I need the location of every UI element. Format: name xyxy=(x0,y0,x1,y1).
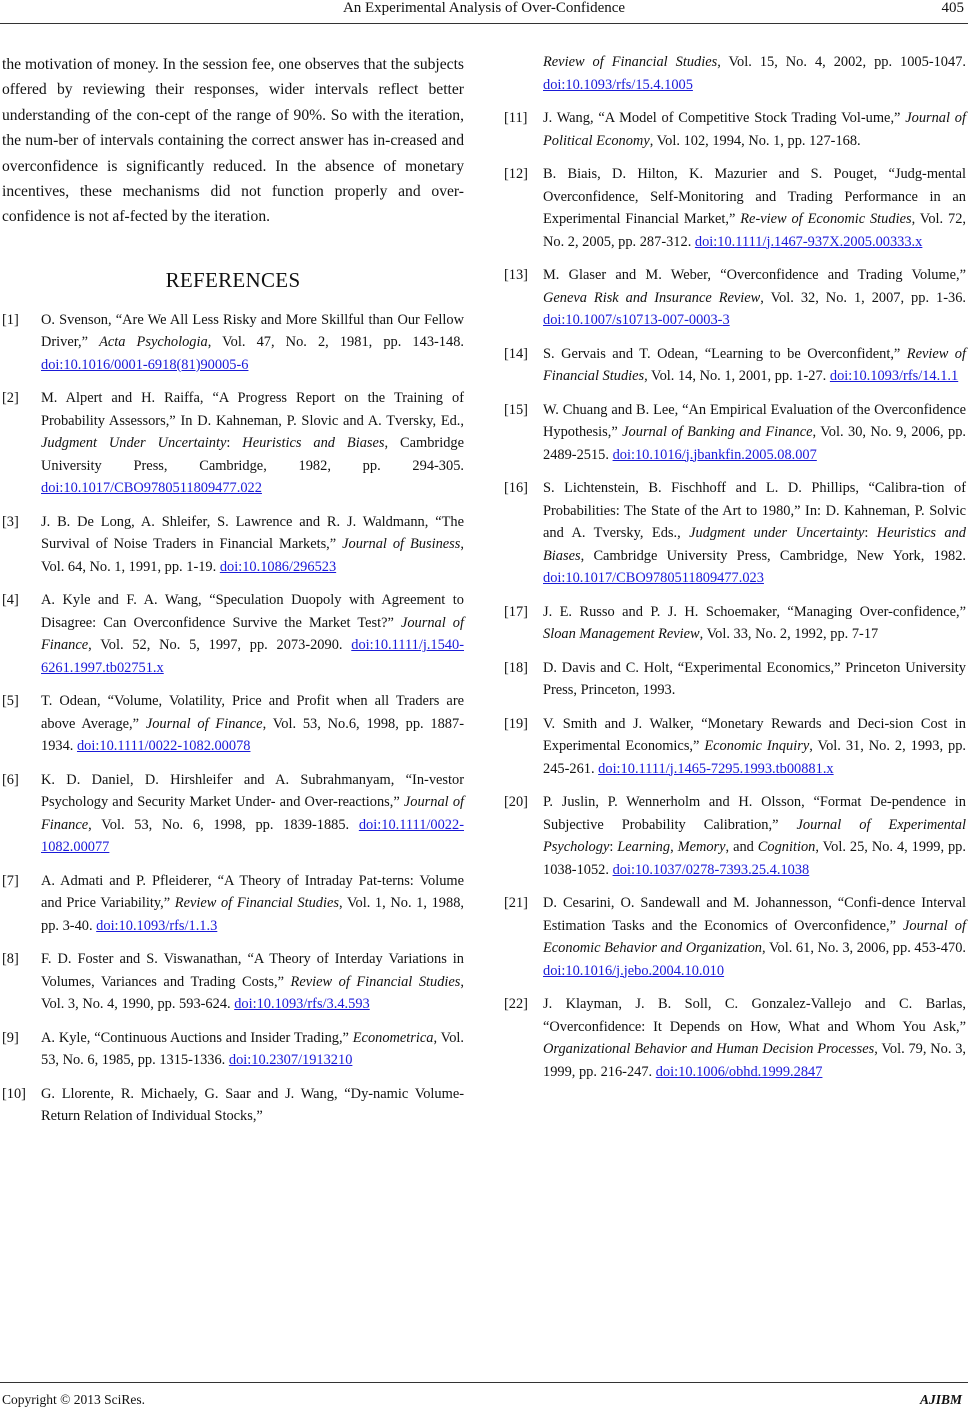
reference-number: [11] xyxy=(504,110,528,126)
reference-text: , Vol. 25, No. 4, 1999, pp. 1038-1052. xyxy=(543,839,966,878)
footer-rule xyxy=(0,1382,968,1383)
reference-text: D. Davis and C. Holt, “Experimental Economics,” Princeton University Press, Princeton, 1993. xyxy=(543,659,966,698)
header-rule xyxy=(0,23,968,24)
doi-link[interactable]: doi:10.1017/CBO9780511809477.022 xyxy=(41,480,262,497)
reference-number: [14] xyxy=(504,345,528,362)
reference-number: [22] xyxy=(504,996,528,1012)
reference-item xyxy=(2,589,464,679)
references-list-right xyxy=(504,51,966,1083)
reference-text: A. Kyle and F. A. Wang, “Speculation Duopoly with Agreement to Disagree: Can Overconfidence Survive the Market Test?” xyxy=(41,592,464,631)
reference-italic-text: Cognition xyxy=(757,839,816,855)
reference-text: M. Glaser and M. Weber, “Overconfidence and Trading Volume,” xyxy=(543,267,966,283)
reference-text: , Vol. 1, No. 1, 1988, pp. 3-40. xyxy=(41,895,464,934)
reference-italic-text: Judgment under Uncertainty xyxy=(689,525,865,541)
doi-link[interactable]: doi:10.1037/0278-7393.25.4.1038 xyxy=(612,861,810,878)
reference-text: , Vol. 64, No. 1, 1991, pp. 1-19. xyxy=(41,536,464,575)
reference-text: J. Klayman, J. B. Soll, C. Gonzalez-Vallejo and C. Barlas, “Overconfidence: It Depends on How, What and Whom You Ask,” xyxy=(543,996,966,1035)
reference-italic-text: Memory xyxy=(677,839,726,855)
reference-number: [8] xyxy=(2,951,19,968)
doi-link[interactable]: doi:10.1111/0022-1082.00078 xyxy=(76,738,251,755)
reference-italic-text: Economic Inquiry xyxy=(704,738,810,754)
doi-link[interactable]: doi:10.1093/rfs/14.1.1 xyxy=(829,368,959,384)
reference-text: , Vol. 61, No. 3, 2006, pp. 453-470. xyxy=(762,940,966,956)
reference-item xyxy=(2,870,464,938)
reference-italic-text: Heuristics and Biases xyxy=(543,525,966,564)
reference-italic-text: Journal of Experimental Psychology xyxy=(543,816,966,855)
reference-italic-text: Review of Financial Studies xyxy=(174,895,339,912)
reference-number: [17] xyxy=(504,603,528,620)
reference-item xyxy=(504,993,966,1083)
reference-text: O. Svenson, “Are We All Less Risky and More Skillful than Our Fellow Driver,” xyxy=(41,311,464,351)
reference-text: , xyxy=(670,839,678,855)
reference-text: , Vol. 53, No. 6, 1985, pp. 1315-1336. xyxy=(41,1029,464,1069)
reference-text: A. Admati and P. Pfleiderer, “A Theory of Intraday Pat-terns: Volume and Price Variability,” xyxy=(41,872,464,912)
reference-item xyxy=(2,690,464,758)
reference-item xyxy=(504,107,966,152)
reference-italic-text: Judgment Under Uncertainty xyxy=(41,435,227,452)
reference-number: [18] xyxy=(504,659,528,676)
reference-text: J. Wang, “A Model of Competitive Stock Trading Vol-ume,” xyxy=(543,110,906,126)
reference-number: [6] xyxy=(2,771,19,788)
reference-item xyxy=(2,387,464,500)
journal-abbreviation: AJIBM xyxy=(919,1392,962,1407)
reference-item xyxy=(2,769,464,859)
reference-number: [4] xyxy=(2,592,19,609)
reference-number: [21] xyxy=(504,895,528,911)
reference-number: [13] xyxy=(504,267,528,283)
reference-italic-text: Journal of Finance xyxy=(145,715,263,732)
reference-item xyxy=(2,948,464,1016)
reference-text: , Vol. 47, No. 2, 1981, pp. 143-148. xyxy=(207,334,464,351)
right-column xyxy=(504,51,966,1094)
page-header xyxy=(0,0,968,22)
reference-italic-text: Journal of Business xyxy=(342,536,461,553)
reference-text: S. Lichtenstein, B. Fischhoff and L. D. Phillips, “Calibra-tion of Probabilities: The State of the Art to 1980,” In: D. Kahneman, P. Solvic and A. Tversky, Eds., xyxy=(543,480,966,541)
doi-link[interactable]: doi:10.2307/1913210 xyxy=(228,1052,353,1069)
reference-item xyxy=(2,1083,464,1128)
reference-item xyxy=(504,791,966,881)
reference-text: J. E. Russo and P. J. H. Schoemaker, “Managing Over-confidence,” xyxy=(543,603,966,620)
reference-italic-text: Review of Financial Studies xyxy=(543,345,966,384)
body-paragraph: the motivation of money. In the session fee, one observes that the subjects offered by reviewing their responses, wider intervals reflect better understanding of the con-cept of the range of 90%. So with the iteration, the num-ber of intervals containing the correct answer has in-creased and overconfidence is significantly reduced. In the absence of monetary incentives, these mechanisms did not function properly and over-confidence is not af-fected by the iteration. xyxy=(2,56,464,226)
reference-text: W. Chuang and B. Lee, “An Empirical Evaluation of the Overconfidence Hypothesis,” xyxy=(543,401,966,440)
reference-item xyxy=(504,51,966,96)
doi-link[interactable]: doi:10.1016/0001-6918(81)90005-6 xyxy=(41,356,249,373)
reference-number: [9] xyxy=(2,1029,19,1046)
doi-link[interactable]: doi:10.1093/rfs/15.4.1005 xyxy=(543,76,693,93)
left-column xyxy=(2,52,464,1139)
reference-text: S. Gervais and T. Odean, “Learning to be Overconfident,” xyxy=(543,345,907,362)
reference-item xyxy=(504,399,966,467)
reference-text: D. Cesarini, O. Sandewall and M. Johannesson, “Confi-dence Interval Estimation Tasks and the Economics of Overconfidence,” xyxy=(543,895,966,934)
reference-text: T. Odean, “Volume, Volatility, Price and Profit when all Traders are above Average,” xyxy=(41,693,464,732)
reference-item xyxy=(504,601,966,646)
reference-italic-text: Review of Financial Studies xyxy=(290,973,461,990)
reference-text: , Vol. 52, No. 5, 1997, pp. 2073-2090. xyxy=(88,637,352,654)
reference-text: , Vol. 53, No.6, 1998, pp. 1887-1934. xyxy=(41,715,464,755)
reference-text: Review of Financial Studies, Vol. 15, No. 4, 2002, pp. 1005-1047. xyxy=(543,54,966,70)
reference-italic-text: Learning xyxy=(617,839,671,855)
references-list-left xyxy=(2,309,464,1128)
reference-item xyxy=(504,477,966,590)
reference-number: [12] xyxy=(504,166,528,182)
reference-item xyxy=(504,713,966,781)
reference-item xyxy=(2,309,464,377)
reference-item xyxy=(2,1027,464,1072)
doi-link[interactable]: doi:10.1016/j.jebo.2004.10.010 xyxy=(543,962,725,979)
reference-text: V. Smith and J. Walker, “Monetary Rewards and Deci-sion Cost in Experimental Economics,” xyxy=(543,715,966,754)
doi-link[interactable]: doi:10.1086/296523 xyxy=(219,558,337,575)
reference-text: , Cambridge University Press, Cambridge, 1982, pp. 294-305. xyxy=(41,435,465,474)
reference-number: [16] xyxy=(504,480,528,496)
reference-italic-text: Journal of Finance xyxy=(41,614,464,654)
reference-item xyxy=(504,343,966,388)
reference-number: [5] xyxy=(2,693,19,710)
reference-item xyxy=(504,657,966,702)
reference-italic-text: Journal of Economic Behavior and Organization xyxy=(543,917,967,956)
reference-number: [20] xyxy=(504,794,528,810)
reference-text: A. Kyle, “Continuous Auctions and Insider Trading,” xyxy=(41,1029,353,1046)
doi-link[interactable]: doi:10.1111/j.1467-937X.2005.00333.x xyxy=(694,233,923,250)
reference-italic-text: Acta Psychologia xyxy=(99,334,208,351)
running-title: An Experimental Analysis of Over-Confidence xyxy=(342,0,626,16)
reference-text: : xyxy=(864,525,877,541)
reference-italic-text: Journal of Political Economy xyxy=(543,110,966,149)
reference-text: : xyxy=(226,435,243,452)
reference-item xyxy=(2,511,464,579)
reference-italic-text: Sloan Management Review xyxy=(543,626,700,642)
reference-text: G. Llorente, R. Michaely, G. Saar and J. Wang, “Dy-namic Volume-Return Relation of Individual Stocks,” xyxy=(41,1085,464,1125)
doi-link[interactable]: doi:10.1093/rfs/1.1.3 xyxy=(96,917,218,934)
reference-number: [2] xyxy=(2,390,19,407)
references-heading: REFERENCES xyxy=(165,267,301,292)
reference-item xyxy=(504,264,966,332)
reference-text: , and xyxy=(725,839,758,855)
doi-link[interactable]: doi:10.1007/s10713-007-0003-3 xyxy=(543,312,730,328)
reference-italic-text: Journal of Banking and Finance xyxy=(622,424,813,440)
reference-number: [7] xyxy=(2,872,19,889)
reference-item xyxy=(504,892,966,982)
reference-text: F. D. Foster and S. Viswanathan, “A Theory of Interday Variations in Volumes, Variances and Trading Costs,” xyxy=(41,951,464,990)
reference-text: , Vol. 79, No. 3, 1999, pp. 216-247. xyxy=(543,1041,966,1080)
reference-text: , Vol. 30, No. 9, 2006, pp. 2489-2515. xyxy=(543,424,967,463)
copyright-notice: Copyright © 2013 SciRes. xyxy=(2,1392,146,1407)
doi-link[interactable]: doi:10.1017/CBO9780511809477.023 xyxy=(543,570,764,586)
reference-text: , Vol. 33, No. 2, 1992, pp. 7-17 xyxy=(699,626,879,642)
doi-link[interactable]: doi:10.1093/rfs/3.4.593 xyxy=(234,996,370,1013)
reference-text: , Vol. 53, No. 6, 1998, pp. 1839-1885. xyxy=(88,816,359,833)
doi-link[interactable]: doi:10.1006/obhd.1999.2847 xyxy=(655,1063,823,1080)
page-number: 405 xyxy=(941,0,964,16)
reference-text: P. Juslin, P. Wennerholm and H. Olsson, “Format De-pendence in Subjective Probability Calibration,” xyxy=(543,794,966,833)
reference-text: , Vol. 14, No. 1, 2001, pp. 1-27. xyxy=(644,368,830,384)
doi-link[interactable]: doi:10.1016/j.jbankfin.2005.08.007 xyxy=(612,446,817,463)
reference-number: [19] xyxy=(504,715,528,732)
reference-text: M. Alpert and H. Raiffa, “A Progress Report on the Training of Probability Assessors,” In D. Kahneman, P. Slovic and A. Tversky, Ed., xyxy=(41,390,464,429)
reference-text: B. Biais, D. Hilton, K. Mazurier and S. Pouget, “Judg-mental Overconfidence, Self-Monitoring and Trading Performance in an Experimental Financial Market,” xyxy=(543,166,966,227)
reference-text: , Vol. 3, No. 4, 1990, pp. 593-624. xyxy=(41,973,464,1013)
reference-italic-text: Journal of Finance xyxy=(41,794,465,833)
reference-italic-text: Econometrica xyxy=(352,1029,434,1046)
reference-number: [10] xyxy=(2,1085,26,1102)
reference-number: [15] xyxy=(504,401,528,418)
reference-italic-text: Organizational Behavior and Human Decision Processes xyxy=(543,1041,875,1057)
reference-italic-text: Heuristics and Biases xyxy=(242,435,385,452)
reference-text: , Vol. 32, No. 1, 2007, pp. 1-36. xyxy=(760,289,966,306)
reference-text: , Vol. 102, 1994, No. 1, pp. 127-168. xyxy=(649,132,861,149)
page-footer xyxy=(0,1374,968,1414)
reference-text: : xyxy=(609,839,618,855)
reference-italic-text: Geneva Risk and Insurance Review xyxy=(543,289,761,306)
reference-italic-text: Re-view of Economic Studies xyxy=(740,211,912,227)
reference-text: , Vol. 31, No. 2, 1993, pp. 245-261. xyxy=(543,738,966,777)
reference-number: [3] xyxy=(2,513,19,530)
reference-text: J. B. De Long, A. Shleifer, S. Lawrence and R. J. Waldmann, “The Survival of Noise Traders in Financial Markets,” xyxy=(41,513,464,553)
reference-text: , Vol. 72, No. 2, 2005, pp. 287-312. xyxy=(543,211,966,250)
doi-link[interactable]: doi:10.1111/j.1465-7295.1993.tb00881.x xyxy=(598,760,834,777)
reference-text: , Cambridge University Press, Cambridge, New York, 1982. xyxy=(580,547,966,564)
reference-item xyxy=(504,163,966,253)
reference-number: [1] xyxy=(2,311,19,328)
doi-link[interactable]: doi:10.1111/0022-1082.00077 xyxy=(41,816,464,856)
doi-link[interactable]: doi:10.1111/j.1540-6261.1997.tb02751.x xyxy=(41,637,464,676)
reference-text: K. D. Daniel, D. Hirshleifer and A. Subrahmanyam, “In-vestor Psychology and Security Market Under- and Over-reactions,” xyxy=(41,771,464,811)
